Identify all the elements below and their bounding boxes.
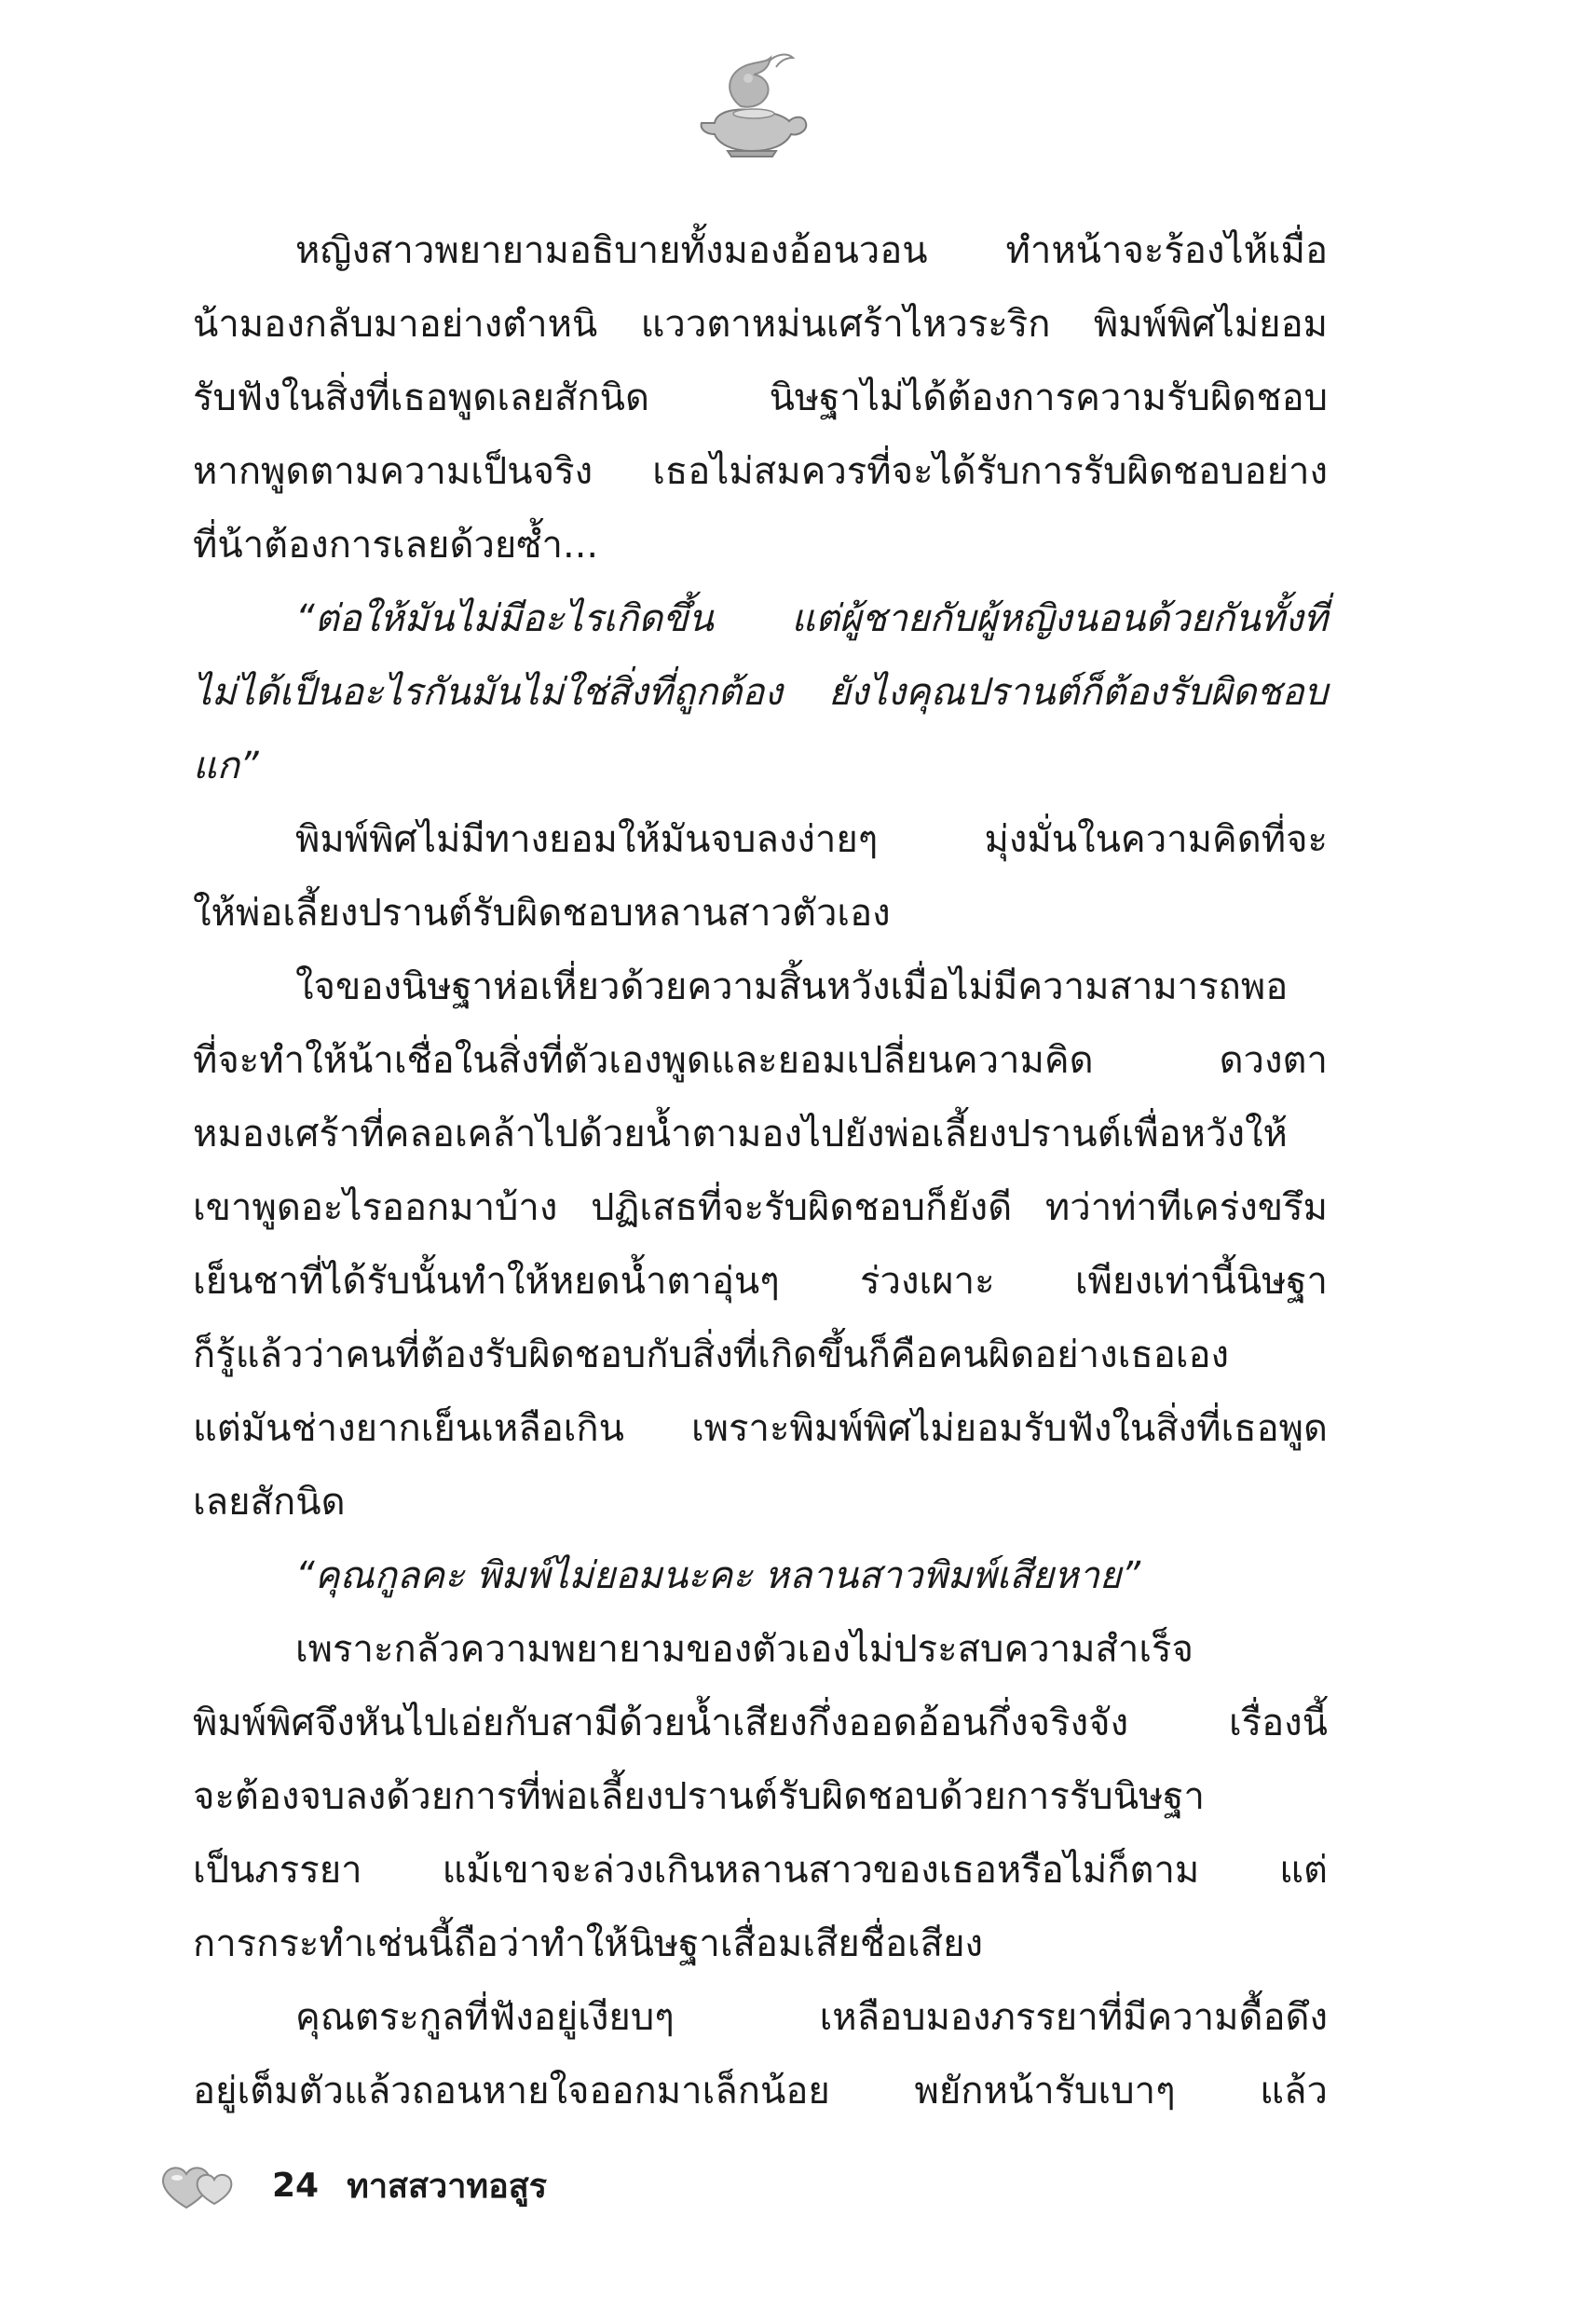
page-footer: [158, 2153, 547, 2218]
paragraph-line: จะต้องจบลงด้วยการที่พ่อเลี้ยงปรานต์รับผิดชอบด้วยการรับนิษฐา: [193, 1775, 1205, 1818]
paragraph-line: รับฟังในสิ่งที่เธอพูดเลยสักนิด นิษฐาไม่ได้ต้องการความรับผิดชอบ: [193, 376, 1328, 419]
paragraph-line: เลยสักนิด: [193, 1481, 346, 1524]
dialogue-line: แก”: [193, 745, 259, 787]
dialogue-line: ไม่ได้เป็นอะไรกันมันไม่ใช่สิ่งที่ถูกต้อง ยังไงคุณปรานต์ก็ต้องรับผิดชอบ: [193, 671, 1328, 714]
paragraph-line: หมองเศร้าที่คลอเคล้าไปด้วยน้ำตามองไปยังพ่อเลี้ยงปรานต์เพื่อหวังให้: [193, 1113, 1288, 1156]
paragraph-line: ที่น้าต้องการเลยด้วยซ้ำ...: [193, 524, 599, 567]
dialogue-line: “ต่อให้มันไม่มีอะไรเกิดขึ้น แต่ผู้ชายกับผู้หญิงนอนด้วยกันทั้งที่: [295, 597, 1328, 640]
paragraph-line: พิมพ์พิศจึงหันไปเอ่ยกับสามีด้วยน้ำเสียงกึ่งออดอ้อนกึ่งจริงจัง เรื่องนี้: [193, 1702, 1328, 1744]
paragraph-line: ให้พ่อเลี้ยงปรานต์รับผิดชอบหลานสาวตัวเอง: [193, 892, 891, 935]
page-body: [193, 214, 1328, 2128]
lamp-genie-ornament-icon: [687, 48, 817, 160]
paragraph-line: แต่มันช่างยากเย็นเหลือเกิน เพราะพิมพ์พิศไม่ยอมรับฟังในสิ่งที่เธอพูด: [193, 1407, 1328, 1450]
paragraph-line: พิมพ์พิศไม่มีทางยอมให้มันจบลงง่ายๆ มุ่งมั่นในความคิดที่จะ: [295, 818, 1328, 861]
paragraph-line: หญิงสาวพยายามอธิบายทั้งมองอ้อนวอน ทำหน้าจะร้องไห้เมื่อ: [295, 229, 1328, 272]
hearts-ornament-icon: [158, 2157, 242, 2213]
dialogue-line: “คุณกูลคะ พิมพ์ไม่ยอมนะคะ หลานสาวพิมพ์เสียหาย”: [295, 1554, 1141, 1597]
paragraph-line: หากพูดตามความเป็นจริง เธอไม่สมควรที่จะได้รับการรับผิดชอบอย่าง: [193, 450, 1328, 493]
paragraph-line: เป็นภรรยา แม้เขาจะล่วงเกินหลานสาวของเธอหรือไม่ก็ตาม แต่: [193, 1849, 1328, 1892]
paragraph-line: อยู่เต็มตัวแล้วถอนหายใจออกมาเล็กน้อย พยักหน้ารับเบาๆ แล้ว: [193, 2070, 1328, 2113]
paragraph-line: ใจของนิษฐาห่อเหี่ยวด้วยความสิ้นหวังเมื่อไม่มีความสามารถพอ: [295, 965, 1289, 1008]
paragraph-line: ที่จะทำให้น้าเชื่อในสิ่งที่ตัวเองพูดและยอมเปลี่ยนความคิด ดวงตา: [193, 1039, 1328, 1082]
paragraph-line: เย็นชาที่ได้รับนั้นทำให้หยดน้ำตาอุ่นๆ ร่วงเผาะ เพียงเท่านี้นิษฐา: [193, 1260, 1328, 1303]
paragraph-line: เขาพูดอะไรออกมาบ้าง ปฏิเสธที่จะรับผิดชอบก็ยังดี ทว่าท่าทีเคร่งขรึม: [193, 1186, 1328, 1229]
paragraph-line: ก็รู้แล้วว่าคนที่ต้องรับผิดชอบกับสิ่งที่เกิดขึ้นก็คือคนผิดอย่างเธอเอง: [193, 1333, 1230, 1376]
paragraph-line: คุณตระกูลที่ฟังอยู่เงียบๆ เหลือบมองภรรยาที่มีความดื้อดึง: [295, 1996, 1328, 2039]
paragraph-line: การกระทำเช่นนี้ถือว่าทำให้นิษฐาเสื่อมเสียชื่อเสียง: [193, 1922, 984, 1965]
paragraph-line: น้ามองกลับมาอย่างตำหนิ แววตาหม่นเศร้าไหวระริก พิมพ์พิศไม่ยอม: [193, 303, 1328, 346]
book-title: ทาสสวาทอสูร: [347, 2167, 548, 2206]
paragraph-line: เพราะกลัวความพยายามของตัวเองไม่ประสบความสำเร็จ: [295, 1628, 1194, 1671]
page-number: 24: [272, 2166, 320, 2205]
